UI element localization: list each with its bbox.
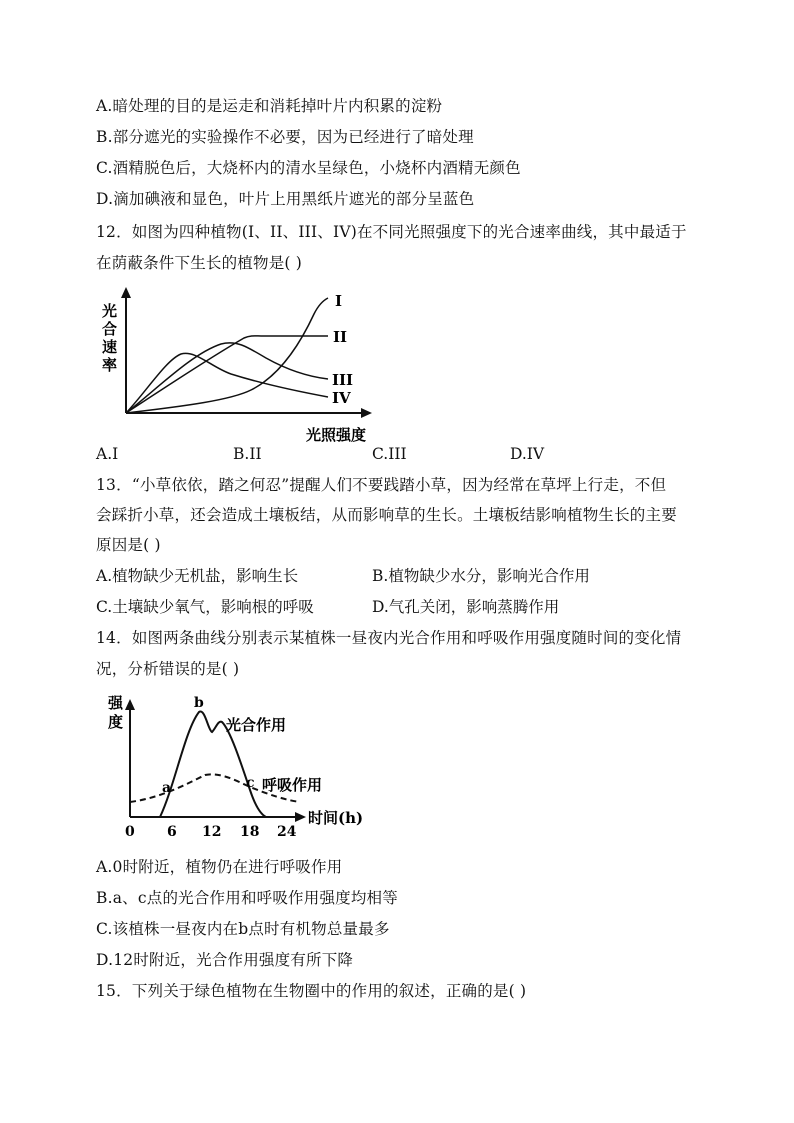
q12-option-a[interactable]: A.I: [96, 445, 119, 463]
q13-option-b[interactable]: B.植物缺少水分，影响光合作用: [372, 567, 590, 585]
q13-option-c[interactable]: C.土壤缺少氧气，影响根的呼吸: [96, 598, 314, 616]
q14-xtick-18: 18: [240, 824, 260, 840]
q14-stem-line-2: 况，分析错误的是( ): [96, 660, 240, 678]
q12-ylabel-4: 率: [102, 356, 118, 374]
q14-ylabel-2: 度: [108, 713, 124, 731]
q14-stem-line-1: 14．如图两条曲线分别表示某植株一昼夜内光合作用和呼吸作用强度随时间的变化情: [96, 629, 682, 647]
q12-stem-line-2: 在荫蔽条件下生长的植物是( ): [96, 254, 303, 272]
q12-curve-i: [126, 298, 328, 413]
q14-option-a[interactable]: A.0时附近，植物仍在进行呼吸作用: [96, 858, 343, 876]
q12-option-b[interactable]: B.II: [233, 445, 262, 463]
q12-ylabel-2: 合: [102, 320, 118, 338]
q12-ylabel-3: 速: [102, 338, 118, 356]
q12-ylabel-1: 光: [102, 302, 118, 320]
q11-option-b[interactable]: B.部分遮光的实验操作不必要，因为已经进行了暗处理: [96, 128, 474, 146]
q11-option-c[interactable]: C.酒精脱色后，大烧杯内的清水呈绿色，小烧杯内酒精无颜色: [96, 159, 521, 177]
q14-point-a: a: [162, 780, 172, 796]
q14-y-axis-arrow: [125, 699, 135, 710]
q14-xtick-24: 24: [277, 824, 297, 840]
q14-series-respiration: 呼吸作用: [262, 776, 323, 794]
q14-ylabel-1: 强: [108, 694, 124, 712]
q14-option-c[interactable]: C.该植株一昼夜内在b点时有机物总量最多: [96, 920, 390, 938]
q12-curve-iv: [126, 353, 328, 413]
q12-curve-label-i: I: [335, 292, 343, 310]
q12-curve-label-iii: III: [332, 371, 354, 389]
q13-stem-line-1: 13．“小草依依，踏之何忍”提醒人们不要践踏小草，因为经常在草坪上行走，不但: [96, 476, 667, 494]
q13-stem-line-3: 原因是( ): [96, 536, 161, 554]
q12-stem-line-1: 12．如图为四种植物(I、II、III、IV)在不同光照强度下的光合速率曲线，其中最适于: [96, 223, 687, 241]
q14-figure: [100, 690, 370, 840]
q12-xlabel: 光照强度: [306, 426, 367, 444]
q12-curve-label-ii: II: [333, 328, 348, 346]
q13-option-a[interactable]: A.植物缺少无机盐，影响生长: [96, 567, 299, 585]
q14-xlabel: 时间(h): [308, 809, 364, 827]
q14-xtick-0: 0: [125, 824, 135, 840]
q14-point-b: b: [194, 695, 204, 711]
q11-option-a[interactable]: A.暗处理的目的是运走和消耗掉叶片内积累的淀粉: [96, 97, 443, 115]
q14-x-axis-arrow: [295, 812, 306, 822]
q12-curve-label-iv: IV: [332, 389, 351, 407]
q13-option-d[interactable]: D.气孔关闭，影响蒸腾作用: [372, 598, 560, 616]
q15-stem-line-1: 15．下列关于绿色植物在生物圈中的作用的叙述，正确的是( ): [96, 982, 527, 1000]
q12-x-axis-arrow: [361, 408, 372, 418]
q12-y-axis-arrow: [121, 287, 131, 298]
q14-xtick-6: 6: [167, 824, 177, 840]
q12-curve-ii: [126, 336, 328, 413]
q12-option-d[interactable]: D.IV: [510, 445, 545, 463]
q13-stem-line-2: 会踩折小草，还会造成土壤板结，从而影响草的生长。土壤板结影响植物生长的主要: [96, 506, 677, 524]
q14-point-c: c: [246, 775, 255, 791]
q12-figure: [96, 282, 386, 444]
q14-series-photosynthesis: 光合作用: [226, 716, 287, 734]
q14-option-d[interactable]: D.12时附近，光合作用强度有所下降: [96, 951, 354, 969]
q14-option-b[interactable]: B.a、c点的光合作用和呼吸作用强度均相等: [96, 889, 398, 907]
q14-xtick-12: 12: [202, 824, 222, 840]
q12-option-c[interactable]: C.III: [372, 445, 407, 463]
q11-option-d[interactable]: D.滴加碘液和显色，叶片上用黑纸片遮光的部分呈蓝色: [96, 190, 475, 208]
